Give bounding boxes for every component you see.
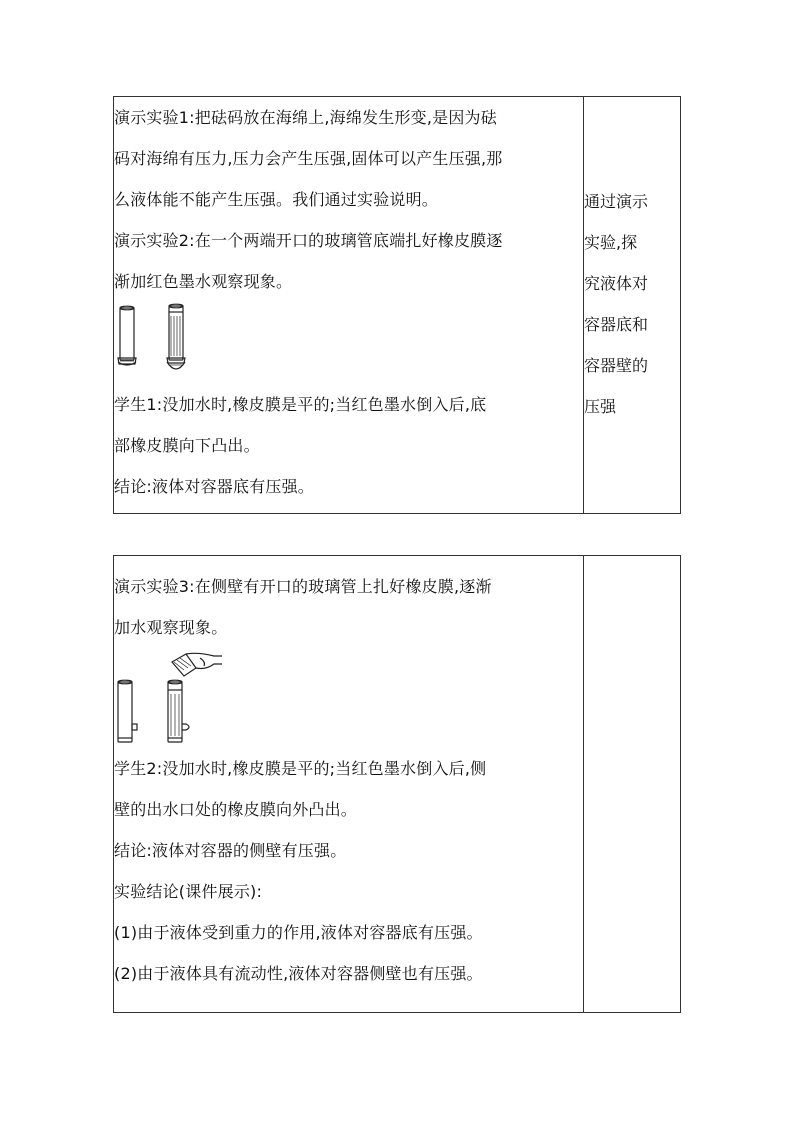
- text-line: 部橡皮膜向下凸出。: [114, 436, 260, 455]
- text-line: (2)由于液体具有流动性,液体对容器侧壁也有压强。: [114, 964, 483, 983]
- purpose-line: 实验,探: [584, 233, 638, 252]
- content-cell-1: [114, 97, 584, 514]
- text-line: 渐加红色墨水观察现象。: [114, 272, 293, 291]
- purpose-line: 究液体对: [584, 274, 649, 293]
- glass-tube-bottom-membrane-figure: [114, 302, 234, 384]
- text-line: 演示实验2:在一个两端开口的玻璃管底端扎好橡皮膜逐: [114, 231, 503, 250]
- text-line: 码对海绵有压力,压力会产生压强,固体可以产生压强,那: [114, 149, 503, 168]
- content-cell-2: [114, 556, 584, 1013]
- glass-tube-side-membrane-figure: [114, 648, 244, 748]
- text-line: 学生2:没加水时,橡皮膜是平的;当红色墨水倒入后,侧: [114, 759, 487, 778]
- text-line: 演示实验1:把砝码放在海绵上,海绵发生形变,是因为砝: [114, 108, 497, 127]
- purpose-line: 压强: [584, 397, 617, 416]
- text-line: 加水观察现象。: [114, 618, 228, 637]
- lesson-table-1: [113, 96, 681, 514]
- lesson-table-2: [113, 555, 681, 1013]
- purpose-line: 容器底和: [584, 315, 649, 334]
- text-line: 结论:液体对容器底有压强。: [114, 477, 314, 496]
- text-line: 壁的出水口处的橡皮膜向外凸出。: [114, 800, 358, 819]
- purpose-cell-1: [584, 97, 681, 514]
- purpose-line: 容器壁的: [584, 356, 649, 375]
- text-line: (1)由于液体受到重力的作用,液体对容器底有压强。: [114, 923, 483, 942]
- text-line: 学生1:没加水时,橡皮膜是平的;当红色墨水倒入后,底: [114, 395, 487, 414]
- text-line: 么液体能不能产生压强。我们通过实验说明。: [114, 190, 439, 209]
- text-line: 演示实验3:在侧壁有开口的玻璃管上扎好橡皮膜,逐渐: [114, 577, 492, 596]
- text-line: 实验结论(课件展示):: [114, 882, 263, 901]
- text-line: 结论:液体对容器的侧壁有压强。: [114, 841, 347, 860]
- purpose-line: 通过演示: [584, 192, 649, 211]
- purpose-cell-2: [584, 556, 681, 1013]
